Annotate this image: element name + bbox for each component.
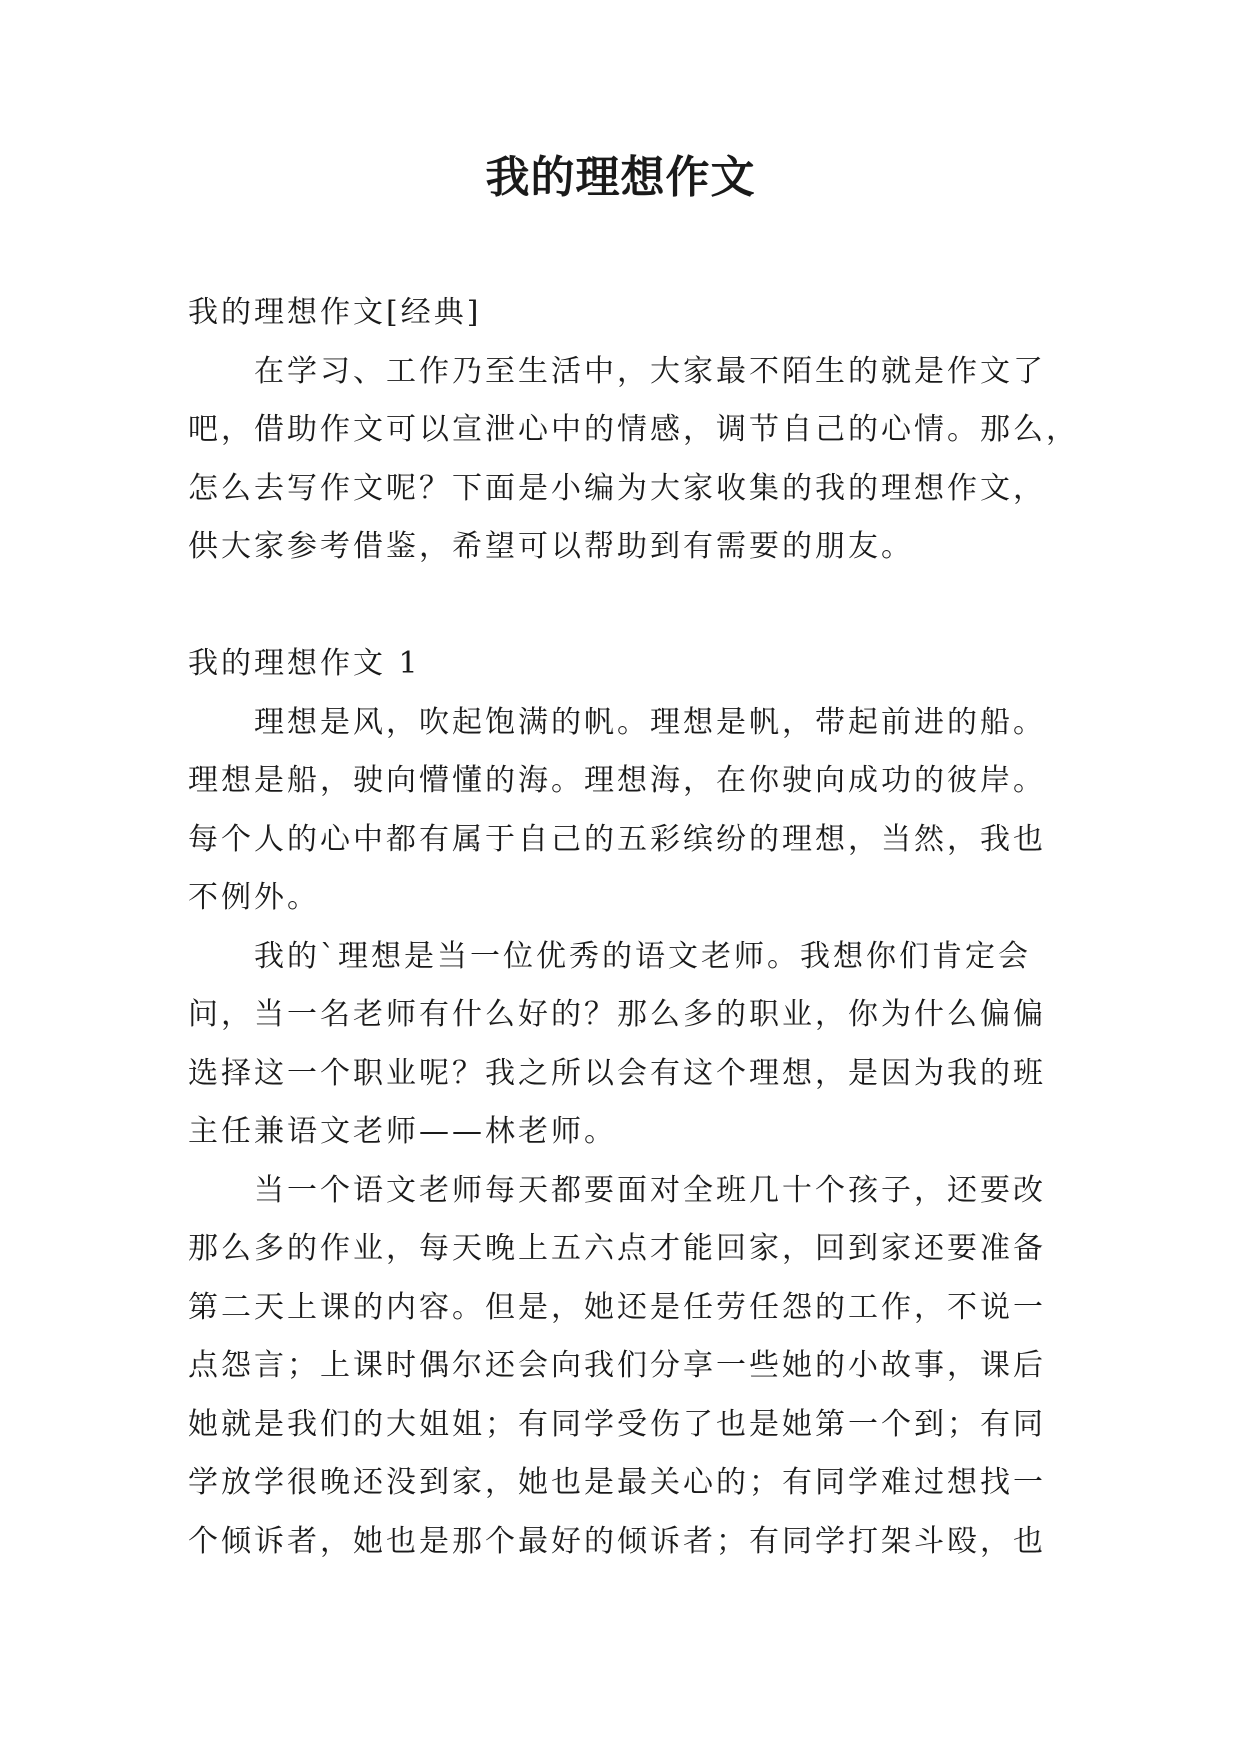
paragraph-line: 选择这一个职业呢？我之所以会有这个理想，是因为我的班 [188,1055,1046,1091]
paragraph-line: 每个人的心中都有属于自己的五彩缤纷的理想，当然，我也 [188,821,1046,857]
document-body [188,284,1079,1571]
paragraph-line: 供大家参考借鉴，希望可以帮助到有需要的朋友。 [188,529,914,564]
paragraph-line: 问，当一名老师有什么好的？那么多的职业，你为什么偏偏 [188,997,1046,1032]
paragraph-line: 吧，借助作文可以宣泄心中的情感，调节自己的心情。那么， [188,412,1079,447]
paragraph-line: 在学习、工作乃至生活中，大家最不陌生的就是作文了 [254,353,1046,389]
paragraph-line: 主任兼语文老师——林老师。 [188,1114,617,1149]
section-spacer [188,577,1068,636]
paragraph-line: 学放学很晚还没到家，她也是最关心的；有同学难过想找一 [188,1465,1046,1500]
paragraph-line: 点怨言；上课时偶尔还会向我们分享一些她的小故事，课后 [188,1348,1046,1383]
paragraph-line: 当一个语文老师每天都要面对全班几十个孩子，还要改 [254,1172,1046,1208]
paragraph-line: 那么多的作业，每天晚上五六点才能回家，回到家还要准备 [188,1231,1046,1266]
essay-paragraph-3 [188,1162,1068,1572]
paragraph-line: 个倾诉者，她也是那个最好的倾诉者；有同学打架斗殴，也 [188,1523,1046,1559]
paragraph-line: 不例外。 [188,880,320,915]
essay-paragraph-1 [188,694,1068,928]
paragraph-line: 我的`理想是当一位优秀的语文老师。我想你们肯定会 [254,938,1031,974]
intro-heading: 我的理想作文[经典] [188,295,482,330]
essay-paragraph-2 [188,928,1068,1162]
paragraph-line: 理想是船，驶向懵懂的海。理想海，在你驶向成功的彼岸。 [188,763,1046,798]
essay-heading: 我的理想作文 1 [188,646,421,681]
paragraph-line: 理想是风，吹起饱满的帆。理想是帆，带起前进的船。 [254,704,1046,740]
paragraph-line: 第二天上课的内容。但是，她还是任劳任怨的工作，不说一 [188,1289,1046,1325]
paragraph-line: 怎么去写作文呢？下面是小编为大家收集的我的理想作文， [188,470,1046,506]
paragraph-line: 她就是我们的大姐姐；有同学受伤了也是她第一个到；有同 [188,1406,1046,1442]
document-title: 我的理想作文 [485,152,756,203]
intro-paragraph [188,343,1079,577]
